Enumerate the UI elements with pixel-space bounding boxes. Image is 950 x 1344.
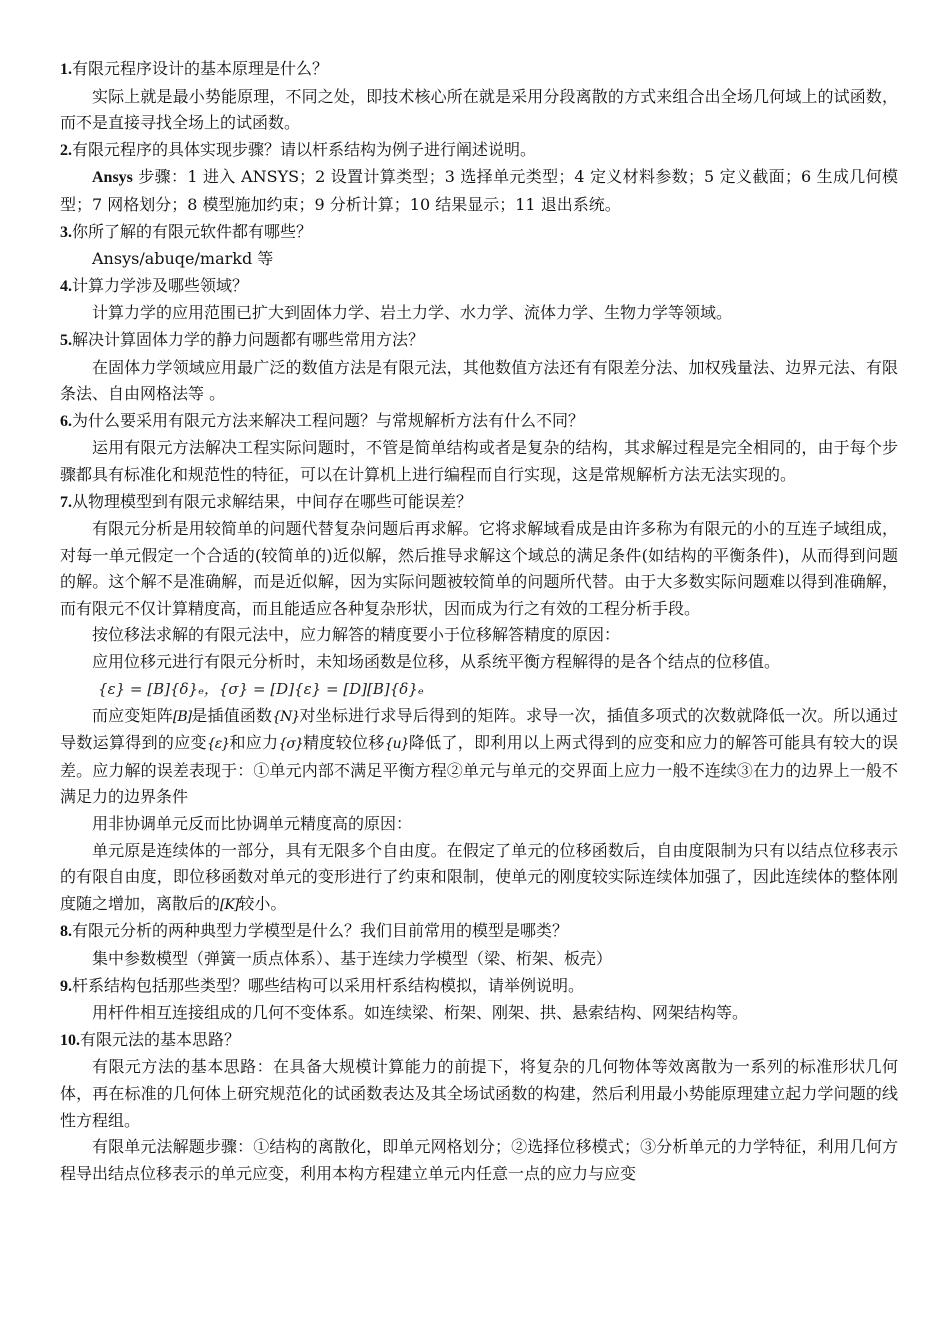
question-1 — [60, 56, 898, 84]
answer-4: 计算力学的应用范围已扩大到固体力学、岩土力学、水力学、流体力学、生物力学等领域。 — [92, 303, 733, 323]
question-number: 10. — [60, 1031, 80, 1049]
answer-3: Ansys/abuqe/markd 等 — [92, 249, 274, 269]
answer-5: 在固体力学领域应用最广泛的数值方法是有限元法，其他数值方法还有有限差分法、加权残量法、边界元法、有限条法、自由网格法等 。 — [60, 357, 898, 404]
text-run: 而应变矩阵 — [92, 705, 173, 725]
answer-7-paragraph-3: 应用位移元进行有限元分析时，未知场函数是位移，从系统平衡方程解得的是各个结点的位移值。 — [92, 652, 781, 672]
question-10 — [60, 1027, 898, 1055]
question-text: 为什么要采用有限元方法来解决工程问题？与常规解析方法有什么不同？ — [72, 410, 585, 430]
question-text: 有限元分析的两种典型力学模型是什么？我们目前常用的模型是哪类？ — [72, 921, 569, 941]
question-number: 6. — [60, 412, 72, 430]
question-number: 2. — [60, 141, 72, 159]
question-number: 7. — [60, 493, 72, 511]
text-run: 是插值函数 — [191, 705, 273, 725]
stress-symbol: {σ} — [278, 736, 303, 753]
text-run: 单元原是连续体的一部分，具有无限多个自由度。在假定了单元的位移函数后，自由度限制为只有以结点位移表示的有限自由度，即位移函数对单元的变形进行了约束和限制，使单元的刚度较实际连续体加强了，因此连续体的整体刚度随之增加，离散后的 — [60, 840, 898, 913]
question-number: 9. — [60, 977, 72, 995]
answer-8: 集中参数模型（弹簧一质点体系）、基于连续力学模型（梁、桁架、板壳） — [92, 949, 613, 968]
answer-10-paragraph-2: 有限单元法解题步骤：①结构的离散化，即单元网格划分；②选择位移模式；③分析单元的力学特征，利用几何方程导出结点位移表示的单元应变，利用本构方程建立单元内任意一点的应力与应变 — [60, 1137, 898, 1183]
ansys-label: Ansys — [92, 169, 133, 187]
answer-7-paragraph-5: 用非协调单元反而比协调单元精度高的原因： — [92, 814, 413, 834]
answer-7-paragraph-2: 按位移法求解的有限元法中，应力解答的精度要小于位移解答精度的原因： — [92, 625, 621, 645]
answer-7-paragraph-1: 有限元分析是用较简单的问题代替复杂问题后再求解。它将求解域看成是由许多称为有限元的小的互连子域组成，对每一单元假定一个合适的(较简单的)近似解，然后推导求解这个域总的满足条件(如结构的平衡条件)，从而得到问题的解。这个解不是准确解，而是近似解，因为实际问题被较简单的问题所代替。由于大多数实际问题难以得到准确解，而有限元不仅计算精度高，而且能适应各种复杂形状，因而成为行之有效的工程分析手段。 — [60, 519, 898, 618]
question-text: 有限元法的基本思路？ — [80, 1029, 241, 1049]
question-4 — [60, 273, 898, 301]
text-run: 和应力 — [229, 733, 279, 753]
question-2 — [60, 137, 898, 165]
question-number: 4. — [60, 277, 72, 295]
question-number: 1. — [60, 61, 72, 78]
text-run: 精度较位移 — [302, 733, 385, 753]
answer-1: 实际上就是最小势能原理，不同之处，即技术核心所在就是采用分段离散的方式来组合出全场几何域上的试函数，而不是直接寻找全场上的试函数。 — [60, 86, 898, 133]
question-text: 有限元程序的具体实现步骤？请以杆系结构为例子进行阐述说明。 — [72, 139, 537, 159]
text-run: 降低了，即利用以上两式得到的应变和应力的解答可能具有较大的误差。应力解的误差表现于：①单元内部不满足平衡方程②单元与单元的交界面上应力一般不连续③在力的边界上一般不满足力的边界条件 — [60, 733, 898, 807]
question-number: 5. — [60, 331, 72, 349]
answer-10-paragraph-1: 有限元方法的基本思路：在具备大规模计算能力的前提下，将复杂的几何物体等效离散为一系列的标准形状几何体，再在标准的几何体上研究规范化的试函数表达及其全场试函数的构建，然后利用最小势能原理建立起力学问题的线性方程组。 — [60, 1057, 898, 1130]
question-number: 8. — [60, 923, 72, 941]
question-text: 你所了解的有限元软件都有哪些？ — [72, 221, 313, 241]
text-run: 对坐标进行求导后得到的矩阵。求导一次，插值多项式的次数就降低一次。所以通过导数运算得到的应变 — [60, 705, 898, 753]
question-text: 杆系结构包括那些类型？哪些结构可以采用杆系结构模拟，请举例说明。 — [72, 975, 585, 995]
question-3 — [60, 219, 898, 247]
text-run: 较小。 — [238, 893, 287, 913]
strain-stress-formula: {ε} = [B]{δ}ₑ，{σ} = [D]{ε} = [D][B]{δ}ₑ — [98, 679, 424, 698]
strain-symbol: {ε} — [206, 736, 230, 753]
answer-7-paragraph-6 — [60, 838, 898, 919]
answer-9: 用杆件相互连接组成的几何不变体系。如连续梁、桁架、刚架、拱、悬索结构、网架结构等。 — [92, 1003, 749, 1023]
question-number: 3. — [60, 223, 72, 241]
question-text: 计算力学涉及哪些领域？ — [72, 275, 249, 295]
question-text: 有限元程序设计的基本原理是什么？ — [72, 59, 329, 78]
question-5 — [60, 327, 898, 355]
question-9 — [60, 973, 898, 1001]
strain-matrix-symbol: [B] — [172, 708, 192, 725]
shape-function-symbol: {N} — [272, 708, 300, 725]
answer-text: 步骤：1 进入 ANSYS；2 设置计算类型；3 选择单元类型；4 定义材料参数；5 定义截面；6 生成几何模型；7 网格划分；8 模型施加约束；9 分析计算；10 结果显示；11 退出系统。 — [60, 167, 898, 214]
answer-2 — [60, 164, 898, 218]
question-7 — [60, 489, 898, 517]
question-text: 从物理模型到有限元求解结果，中间存在哪些可能误差？ — [72, 491, 473, 511]
question-text: 解决计算固体力学的静力问题都有哪些常用方法？ — [72, 329, 425, 349]
stiffness-matrix-symbol: [K] — [220, 896, 239, 913]
answer-6: 运用有限元方法解决工程实际问题时，不管是简单结构或者是复杂的结构，其求解过程是完全相同的，由于每个步骤都具有标准化和规范性的特征，可以在计算机上进行编程而自行实现，这是常规解析方法无法实现的。 — [60, 438, 898, 484]
displacement-symbol: {u} — [384, 736, 409, 753]
question-8 — [60, 918, 898, 946]
answer-7-paragraph-4 — [60, 703, 898, 811]
question-6 — [60, 408, 898, 436]
